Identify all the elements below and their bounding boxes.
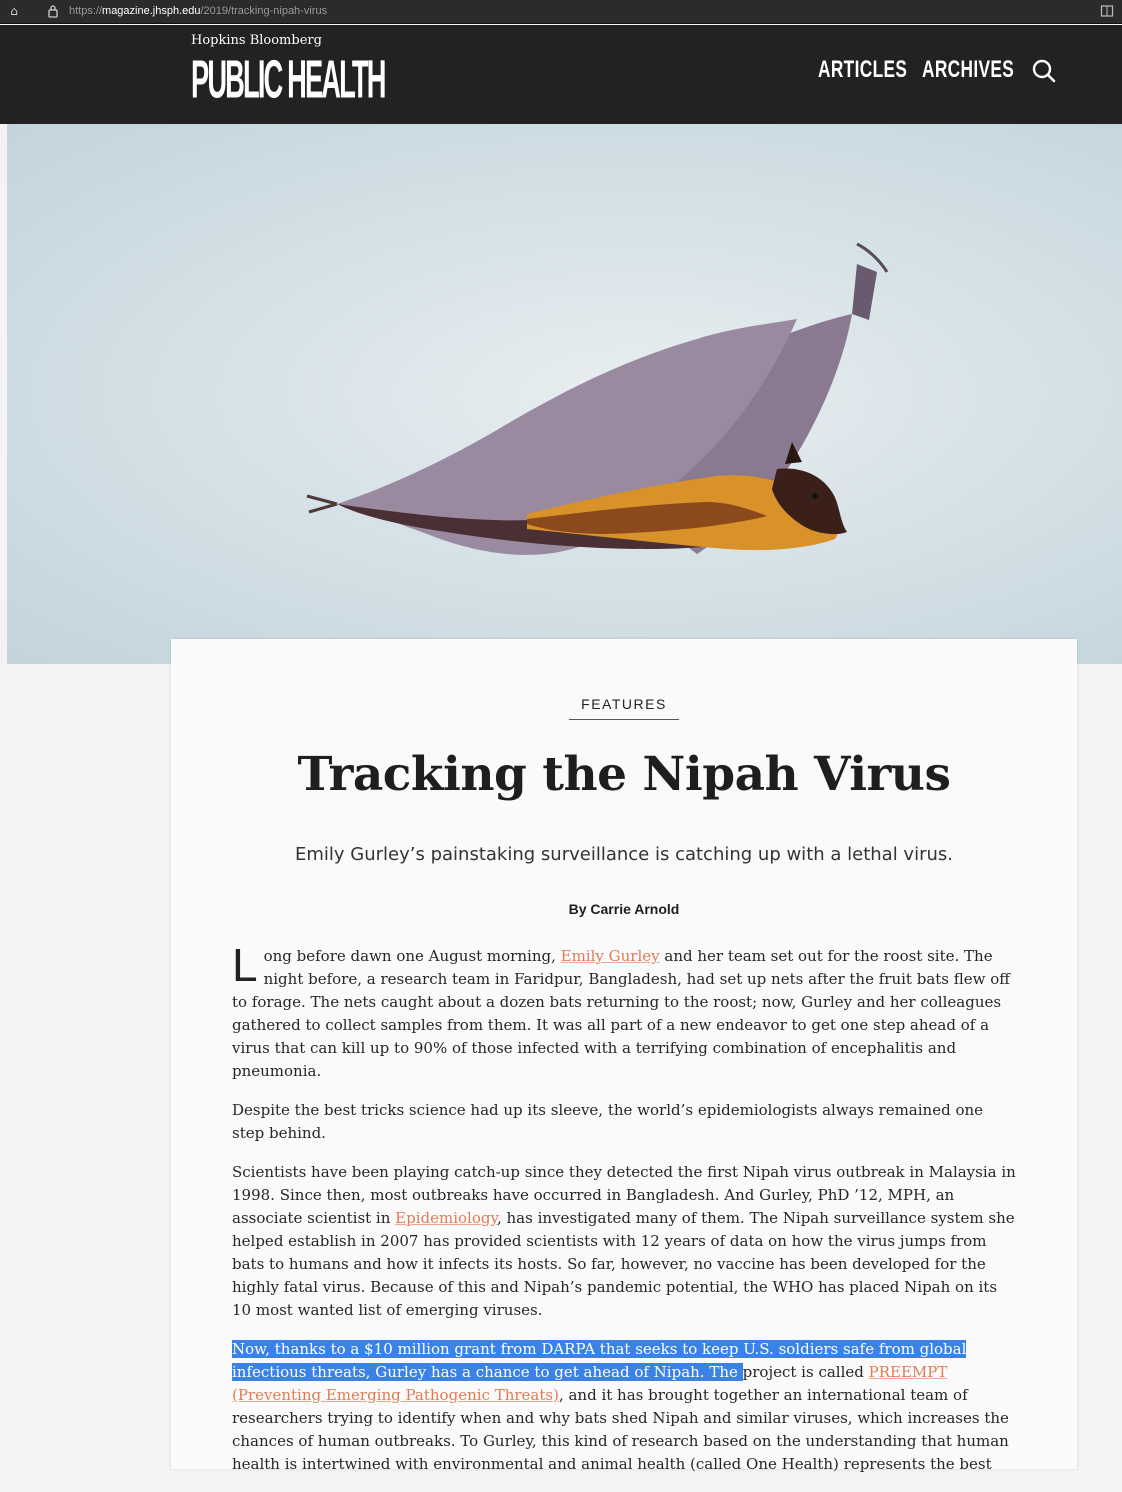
site-logo[interactable] xyxy=(191,33,385,113)
browser-address-bar xyxy=(0,0,1122,24)
p1-text-b: and her team set out for the roost site. The night before, a research team in Faridpur, Bangladesh, had set up nets after the fruit bats flew off to forage. The nets caught about a dozen bats returning to the roost; now, Gurley and her colleagues gathered to collect samples from them. It was all part of a new endeavor to get one step ahead of a virus that can kill up to 90% of those infected with a terrifying combination of encephalitis and pneumonia. xyxy=(232,947,1010,1080)
kicker-divider xyxy=(569,719,679,720)
section-kicker[interactable]: FEATURES xyxy=(581,696,667,712)
fruit-bat-illustration xyxy=(7,124,1122,664)
url-domain: magazine.jhsph.edu xyxy=(102,5,201,17)
search-icon[interactable] xyxy=(1031,58,1057,84)
p1-text-a: ong before dawn one August morning, xyxy=(263,947,561,965)
article-title: Tracking the Nipah Virus xyxy=(297,747,951,802)
hero-image xyxy=(7,124,1122,664)
p3-text-a: Scientists have been playing catch-up since they detected the first Nipah virus outbreak in Malaysia in 1998. Since then, most outbreaks have occurred in Bangladesh. And Gurley, PhD ’12, MPH, an associate scientist in xyxy=(232,1163,1016,1227)
link-emily-gurley[interactable]: Emily Gurley xyxy=(560,947,660,965)
paragraph-3 xyxy=(232,1161,1016,1322)
article-body xyxy=(232,939,1016,1492)
nav-articles[interactable]: ARTICLES xyxy=(818,56,908,83)
nav-archives[interactable]: ARCHIVES xyxy=(922,56,1015,83)
p4-text-b: , and it has brought together an international team of researchers trying to identify when and why bats shed Nipah and similar viruses, which increases the chances of human outbreaks. To Gurley, this kind of research based on the understanding that human health is intertwined with environmental and animal health (called One Health) represents the best xyxy=(232,1386,1009,1473)
link-preempt[interactable]: PREEMPT (Preventing Emerging Pathogenic Threats) xyxy=(232,1363,948,1404)
url-field[interactable] xyxy=(69,4,327,18)
p3-text-b: , has investigated many of them. The Nipah surveillance system she helped establish in 2007 has provided scientists with 12 years of data on how the virus jumps from bats to humans and how it infects its hosts. So far, however, no vaccine has been developed for the highly fatal virus. Because of this and Nipah’s pandemic potential, the WHO has placed Nipah on its 10 most wanted list of emerging viruses. xyxy=(232,1209,1015,1319)
url-scheme: https:// xyxy=(69,5,103,17)
logo-title: PUBLIC HEALTH xyxy=(191,49,385,110)
url-path: /2019/tracking-nipah-virus xyxy=(200,5,328,17)
p4-text-a: project is called xyxy=(742,1363,869,1381)
article-card xyxy=(171,639,1077,1473)
home-icon[interactable]: ⌂ xyxy=(10,4,18,18)
article-dek: Emily Gurley’s painstaking surveillance is catching up with a lethal virus. xyxy=(295,844,953,865)
link-epidemiology[interactable]: Epidemiology xyxy=(395,1209,497,1227)
reader-view-icon[interactable] xyxy=(1100,4,1114,18)
selected-text: Now, thanks to a $10 million grant from DARPA that seeks to keep U.S. soldiers safe from global infectious threats, Gurley has a chance to get ahead of Nipah. The xyxy=(232,1340,967,1381)
article-byline: By Carrie Arnold xyxy=(568,901,680,917)
logo-subtitle: Hopkins Bloomberg xyxy=(191,33,322,48)
lock-icon[interactable] xyxy=(47,4,59,18)
paragraph-4 xyxy=(232,1338,1016,1476)
drop-cap: L xyxy=(232,939,258,991)
site-header xyxy=(0,25,1122,124)
paragraph-1 xyxy=(232,939,1016,1083)
paragraph-2: Despite the best tricks science had up its sleeve, the world’s epidemiologists always remained one step behind. xyxy=(232,1101,984,1142)
